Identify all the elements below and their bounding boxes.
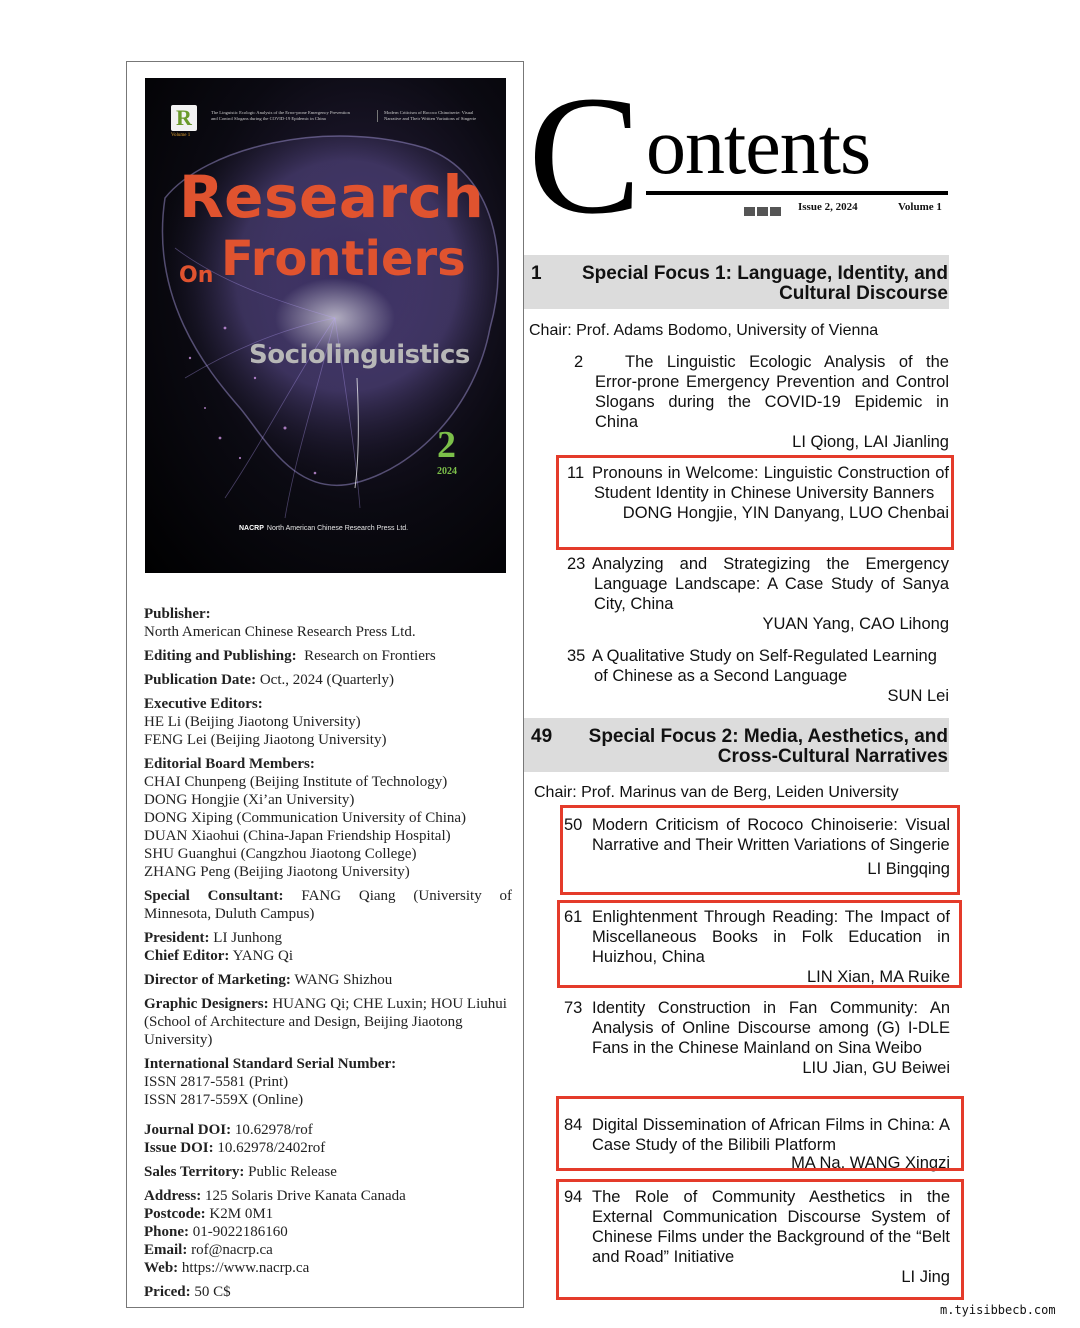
priced-label: Priced: <box>144 1284 191 1300</box>
toc-entry[interactable] <box>561 352 949 452</box>
highlight-box <box>560 805 960 895</box>
president-label: President: <box>144 930 210 946</box>
contents-heading-initial: C <box>528 61 642 249</box>
section-header-2 <box>524 718 949 772</box>
editing-block <box>144 647 512 665</box>
phone-label: Phone: <box>144 1224 189 1240</box>
board-member: DONG Hongjie (Xi’an University) <box>144 792 355 808</box>
address-label: Address: <box>144 1188 202 1204</box>
toc-title: Pronouns in Welcome: Linguistic Construction of Student Identity in Chinese University Banners <box>592 464 949 502</box>
highlight-box <box>556 1179 964 1300</box>
contents-heading-rest: ontents <box>646 103 871 191</box>
cover-subtitle: Sociolinguistics <box>249 340 470 370</box>
web-label: Web: <box>144 1260 179 1276</box>
toc-authors: MA Na, WANG Xingzi <box>791 1154 950 1172</box>
section-page-number: 49 <box>531 726 553 747</box>
toc-title: The Linguistic Ecologic Analysis of the Error-prone Emergency Prevention and Control Slogans during the COVID-19 Epidemic in China <box>595 353 949 431</box>
toc-entry[interactable] <box>561 554 949 634</box>
phone-value: 01-9022186160 <box>192 1224 288 1240</box>
highlight-box <box>556 1096 964 1171</box>
postcode-label: Postcode: <box>144 1206 206 1222</box>
pubdate-label: Publication Date: <box>144 672 257 688</box>
marketing-label: Director of Marketing: <box>144 972 291 988</box>
toc-page-number: 11 <box>567 464 585 482</box>
editing-value: Research on Frontiers <box>304 648 436 664</box>
toc-title: Modern Criticism of Rococo Chinoiserie: Visual Narrative and Their Written Variations of Singerie <box>592 816 950 854</box>
doi-block <box>144 1121 512 1157</box>
toc-title: The Role of Community Aesthetics in the External Communication Discourse System of Chinese Films under the Background of the “Belt and Road” Initiative <box>592 1188 950 1266</box>
web-link[interactable]: https://www.nacrp.ca <box>181 1260 310 1276</box>
chief-editor-value: YANG Qi <box>232 948 294 964</box>
marketing-value: WANG Shizhou <box>294 972 393 988</box>
board-member: ZHANG Peng (Beijing Jiaotong University) <box>144 864 410 880</box>
toc-page-number: 61 <box>564 908 583 926</box>
contact-block <box>144 1187 512 1277</box>
sales-value: Public Release <box>248 1164 337 1180</box>
designers-label: Graphic Designers: <box>144 996 269 1012</box>
highlight-box <box>557 900 962 988</box>
volume-label: Volume 1 <box>898 201 942 213</box>
publisher-block <box>144 605 512 641</box>
toc-title: Digital Dissemination of African Films in China: A Case Study of the Bilibili Platform <box>592 1116 950 1154</box>
address-value: 125 Solaris Drive Kanata Canada <box>204 1188 406 1204</box>
email-link[interactable]: rof@nacrp.ca <box>191 1242 273 1258</box>
publisher-value: North American Chinese Research Press Ltd. <box>144 624 416 640</box>
toc-authors: LI Qiong, LAI Jianling <box>792 433 949 451</box>
contents-rule <box>646 191 948 195</box>
chief-editor-label: Chief Editor: <box>144 948 230 964</box>
price-block <box>144 1283 512 1301</box>
exec-label: Executive Editors: <box>144 696 263 712</box>
sales-label: Sales Territory: <box>144 1164 245 1180</box>
issue-label: Issue 2, 2024 <box>798 201 858 213</box>
pubdate-value: Oct., 2024 (Quarterly) <box>259 672 394 688</box>
exec-editor: FENG Lei (Beijing Jiaotong University) <box>144 732 387 748</box>
editorial-board-block <box>144 755 512 881</box>
masthead-panel <box>126 61 524 1308</box>
issue-doi-label: Issue DOI: <box>144 1140 214 1156</box>
president-value: LI Junhong <box>213 930 283 946</box>
exec-editor: HE Li (Beijing Jiaotong University) <box>144 714 361 730</box>
cover-publisher-name: North American Chinese Research Press Ltd. <box>266 525 409 532</box>
toc-page-number: 35 <box>567 647 586 665</box>
consultant-label: Special Consultant: <box>144 888 284 904</box>
email-label: Email: <box>144 1242 188 1258</box>
postcode-value: K2M 0M1 <box>209 1206 274 1222</box>
cover-title-frontiers: Frontiers <box>221 231 466 287</box>
board-label: Editorial Board Members: <box>144 756 315 772</box>
pubdate-block <box>144 671 512 689</box>
toc-page-number: 50 <box>564 816 583 834</box>
watermark-text: m.tyisibbecb.com <box>940 1303 1056 1317</box>
issn-block <box>144 1055 512 1109</box>
toc-title: Analyzing and Strategizing the Emergency Language Landscape: A Case Study of Sanya City, China <box>592 555 949 613</box>
toc-authors: LI Jing <box>901 1268 950 1286</box>
toc-page-number: 73 <box>564 999 583 1017</box>
toc-authors: DONG Hongjie, YIN Danyang, LUO Chenbai <box>622 504 949 522</box>
board-member: DUAN Xiaohui (China-Japan Friendship Hospital) <box>144 828 451 844</box>
cover-logo-icon: R <box>171 105 197 131</box>
nacrp-logo-icon: NACRP <box>239 525 264 532</box>
toc-page-number: 84 <box>564 1116 583 1134</box>
toc-page-number: 2 <box>574 353 584 371</box>
toc-authors: YUAN Yang, CAO Lihong <box>762 615 949 633</box>
issue-doi-value: 10.62978/2402rof <box>217 1140 326 1156</box>
cover-title-on: On <box>179 263 214 288</box>
journal-cover <box>145 78 506 573</box>
toc-entry[interactable] <box>562 998 950 1078</box>
publisher-label: Publisher: <box>144 606 211 622</box>
consultant-block <box>144 887 512 923</box>
issue-squares-icon <box>744 203 783 221</box>
editing-label: Editing and Publishing: <box>144 648 297 664</box>
journal-doi-value: 10.62978/rof <box>234 1122 313 1138</box>
section-chair: Chair: Prof. Adams Bodomo, University of Vienna <box>529 322 879 339</box>
toc-entry[interactable] <box>561 646 949 706</box>
issn-label: International Standard Serial Number: <box>144 1056 397 1072</box>
toc-title: A Qualitative Study on Self-Regulated Learning of Chinese as a Second Language <box>592 647 937 685</box>
section-title: Special Focus 1: Language, Identity, and Cultural Discourse <box>582 263 948 304</box>
contents-heading <box>528 61 950 249</box>
toc-page-number: 23 <box>567 555 586 573</box>
cover-publisher <box>239 525 408 532</box>
masthead-text <box>144 605 512 1307</box>
president-block <box>144 929 512 965</box>
board-member: CHAI Chunpeng (Beijing Institute of Technology) <box>144 774 448 790</box>
section-chair: Chair: Prof. Marinus van de Berg, Leiden University <box>534 784 899 801</box>
toc-authors: LIN Xian, MA Ruike <box>806 968 950 986</box>
priced-value: 50 C$ <box>194 1284 231 1300</box>
cover-issue-number: 2 <box>437 424 456 466</box>
marketing-block <box>144 971 512 989</box>
cover-title-research: Research <box>179 163 485 231</box>
cover-year: 2024 <box>437 466 457 477</box>
issn-print: ISSN 2817-5581 (Print) <box>144 1074 289 1090</box>
board-member: DONG Xiping (Communication University of China) <box>144 810 467 826</box>
cover-volume-label: Volume 1 <box>171 133 191 138</box>
designers-block <box>144 995 512 1049</box>
sales-block <box>144 1163 512 1181</box>
highlight-box <box>556 455 954 550</box>
journal-doi-label: Journal DOI: <box>144 1122 232 1138</box>
cover-blurb-right: Modern Criticism of Rococo Chinoiserie: Visual Narrative and Their Written Variations of Singerie <box>377 110 487 122</box>
designers-value: HUANG Qi; CHE Luxin; HOU Liuhui (School of Architecture and Design, Beijing Jiaotong University) <box>144 996 507 1048</box>
issue-square <box>757 207 768 216</box>
section-title: Special Focus 2: Media, Aesthetics, and Cross-Cultural Narratives <box>588 726 948 767</box>
issue-square <box>770 207 781 216</box>
toc-authors: LIU Jian, GU Beiwei <box>802 1059 950 1077</box>
cover-blurb-left: The Linguistic Ecologic Analysis of the Error-prone Emergency Prevention and Control Slogans during the COVID-19 Epidemic in China <box>211 110 350 121</box>
toc-title: Identity Construction in Fan Community: An Analysis of Online Discourse among (G) I-DLE Fans in the Chinese Mainland on Sina Weibo <box>592 999 950 1057</box>
issn-online: ISSN 2817-559X (Online) <box>144 1092 304 1108</box>
toc-page-number: 94 <box>564 1188 583 1206</box>
toc-title: Enlightenment Through Reading: The Impact of Miscellaneous Books in Folk Education in Huizhou, China <box>592 908 950 966</box>
section-page-number: 1 <box>531 263 542 284</box>
cover-jellyfish-art <box>145 78 506 573</box>
toc-authors: LI Bingqing <box>867 860 950 878</box>
issue-square <box>744 207 755 216</box>
board-member: SHU Guanghui (Cangzhou Jiaotong College) <box>144 846 417 862</box>
toc-authors: SUN Lei <box>887 687 949 705</box>
executive-editors-block <box>144 695 512 749</box>
consultant-value: FANG Qiang (University of Minnesota, Duluth Campus) <box>144 888 513 922</box>
section-header-1 <box>524 255 949 309</box>
